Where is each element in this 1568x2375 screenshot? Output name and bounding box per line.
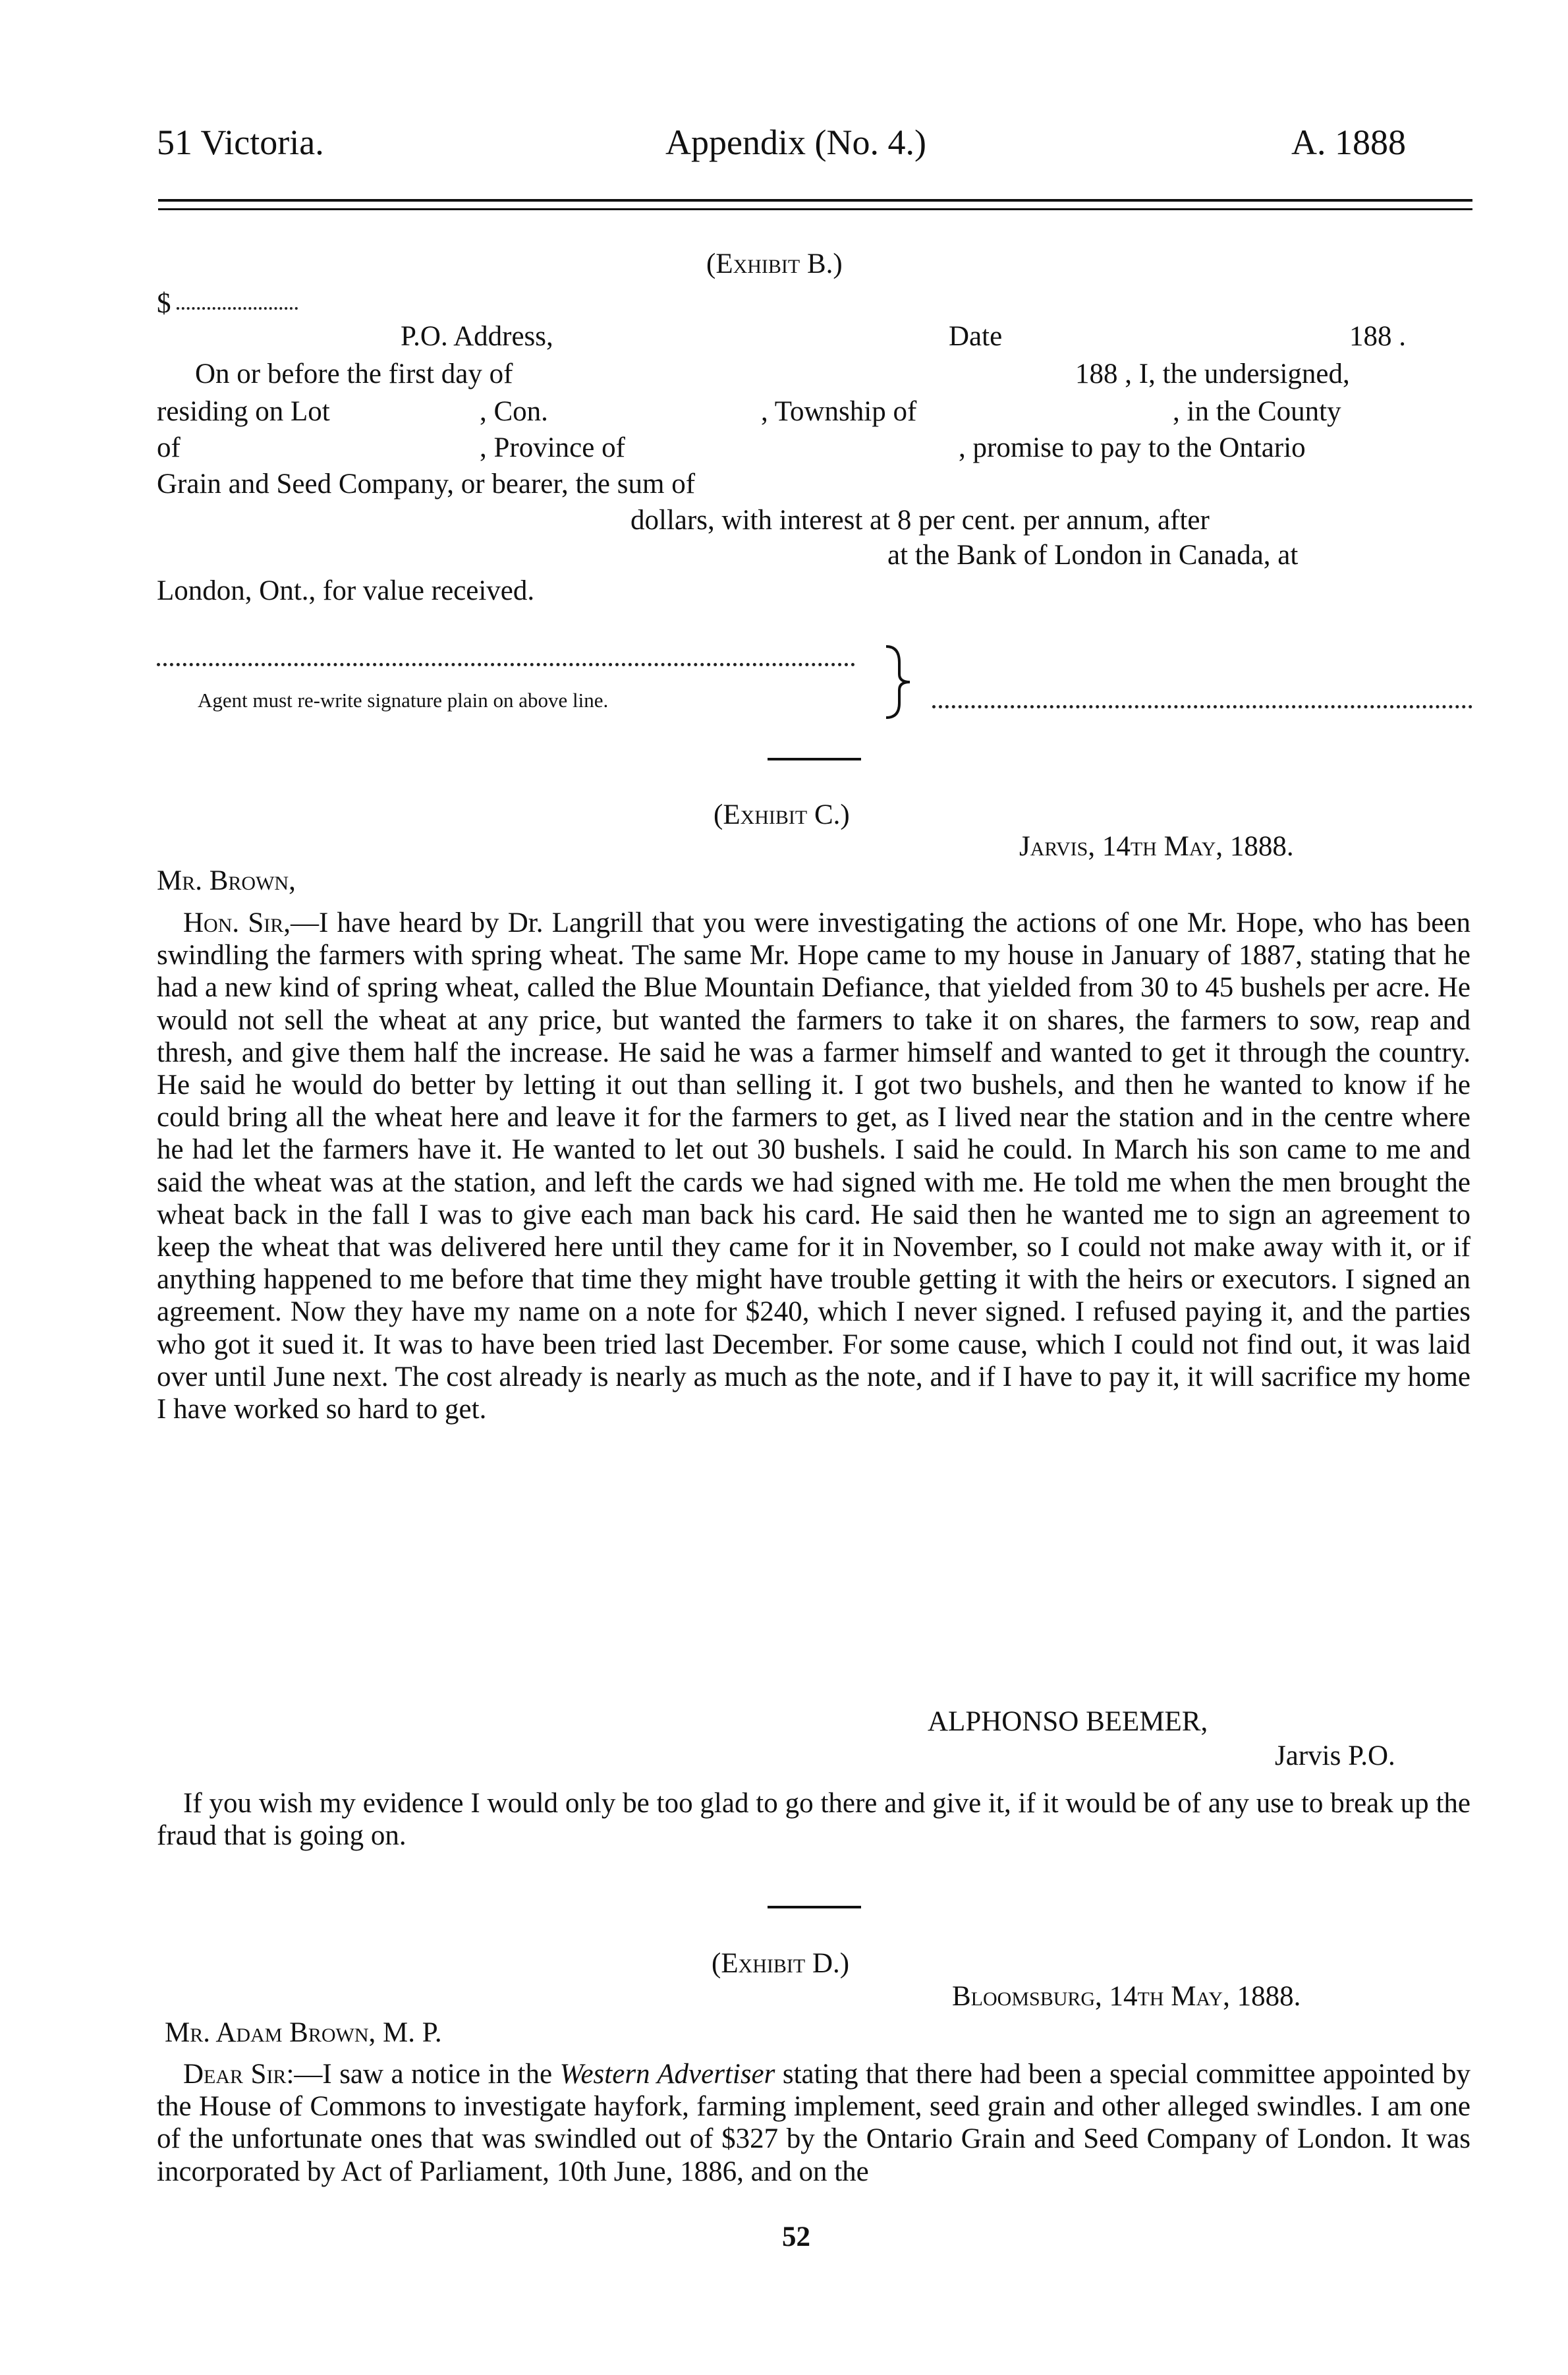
note-line-4: Grain and Seed Company, or bearer, the sum of [157,469,696,500]
note-line-2c: , Township of [761,396,917,427]
exhibit-d-greeting: Dear Sir [183,2059,287,2090]
header-appendix: Appendix (No. 4.) [665,123,926,162]
exhibit-c-body: —I have heard by Dr. Langrill that you were investigating the actions of one Mr. Hope, who has been swindling the farmers with spring wheat. The same Mr. Hope came to my house in January of 1887, stating that he had a new kind of spring wheat, called the Blue Mountain Defiance, that yielded from 30 to 45 bushels per acre. He would not sell the wheat at any price, but wanted the farmers to take it on shares, the farmers to sow, reap and thresh, and give them half the increase. He said he was a farmer himself and wanted to get it through the country. He said he would do better by letting it out than selling it. I got two bushels, and then he wanted to know if he could bring all the wheat here and leave it for the farmers to get, as I lived near the station and in the centre where he had let the farmers have it. He wanted to let out 30 bushels. I said he could. In March his son came to me and said the wheat was at the station, and left the cards we had signed with me. He told me when the men brought the wheat back in the fall I was to give each man back his card. He said then he wanted me to sign an agreement to keep the wheat that was delivered here until they came for it in November, so I could not make away with it, or if anything happened to me before that time they might have trouble getting it with the heirs or executors. I signed an agreement. Now they have my name on a note for $240, which I never signed. I refused paying it, and the parties who got it sued it. It was to have been tried last December. For some cause, which I could not find out, it was laid over until June next. The cost already is nearly as much as the note, and if I have to pay it, it will sacrifice my home I have worked so hard to get. [157,907,1470,1425]
note-line-2d: , in the County [1173,396,1341,427]
page-number: 52 [782,2221,810,2252]
date-year: 188 . [1349,321,1406,352]
exhibit-d-body-rest: stating that there had been a special committee appointed by the House of Commons to investigate hayfork, farming implement, seed grain and other alleged swindles. I am one of the unfortunate ones that was swindled out of $327 by the Ontario Grain and Seed Company of London. It was incorporated by Act of Parliament, 10th June, 1886, and on the [157,2059,1470,2187]
rewrite-signature-line [932,705,1472,708]
header-volume: 51 Victoria. [157,123,324,162]
exhibit-b-title: (Exhibit B.) [706,248,843,279]
header-rule-bottom [158,208,1472,210]
signature-brace [880,643,919,722]
signer-name: ALPHONSO BEEMER, [928,1706,1208,1737]
exhibit-c-postscript [157,1787,1470,1852]
exhibit-c-place-date: Jarvis, 14th May, 1888. [1019,831,1294,862]
exhibit-d-place-date: Bloomsburg, 14th May, 1888. [952,1981,1301,2012]
exhibit-d-addressee: Mr. Adam Brown, M. P. [165,2017,442,2048]
signature-line [157,663,855,666]
exhibit-c-letter [157,907,1470,1425]
postscript-text: If you wish my evidence I would only be too glad to go there and give it, if it would be of any use to break up the fraud that is going on. [157,1788,1470,1852]
note-line-3b: , Province of [480,432,625,463]
note-line-6: at the Bank of London in Canada, at [887,540,1299,571]
header-year: A. 1888 [1291,123,1406,162]
po-address-label: P.O. Address, [401,321,553,352]
newspaper-title: Western Advertiser [559,2059,775,2090]
exhibit-c-title: (Exhibit C.) [714,799,850,830]
header-rule-top [158,199,1472,202]
note-line-3a: of [157,432,181,463]
note-line-2a: residing on Lot [157,396,330,427]
amount-dotted-line [177,307,298,310]
exhibit-d-letter [157,2058,1470,2188]
exhibit-c-greeting: Hon. Sir, [183,907,291,938]
exhibit-d-title: (Exhibit D.) [712,1948,850,1979]
exhibit-c-addressee: Mr. Brown, [157,865,296,896]
separator-rule-2 [768,1906,861,1908]
dollar-sign: $ [157,288,171,319]
note-line-7: London, Ont., for value received. [157,575,535,606]
note-line-1b: 188 , I, the undersigned, [1075,358,1350,389]
agent-note: Agent must re-write signature plain on above line. [198,689,609,712]
date-label: Date [949,321,1003,352]
note-line-2b: , Con. [480,396,548,427]
exhibit-d-body-start: :—I saw a notice in the [286,2059,560,2090]
separator-rule-1 [768,758,861,760]
note-line-3c: , promise to pay to the Ontario [959,432,1306,463]
note-line-1a: On or before the first day of [195,358,513,389]
signer-po: Jarvis P.O. [1275,1740,1395,1771]
note-line-5: dollars, with interest at 8 per cent. per annum, after [630,505,1210,536]
